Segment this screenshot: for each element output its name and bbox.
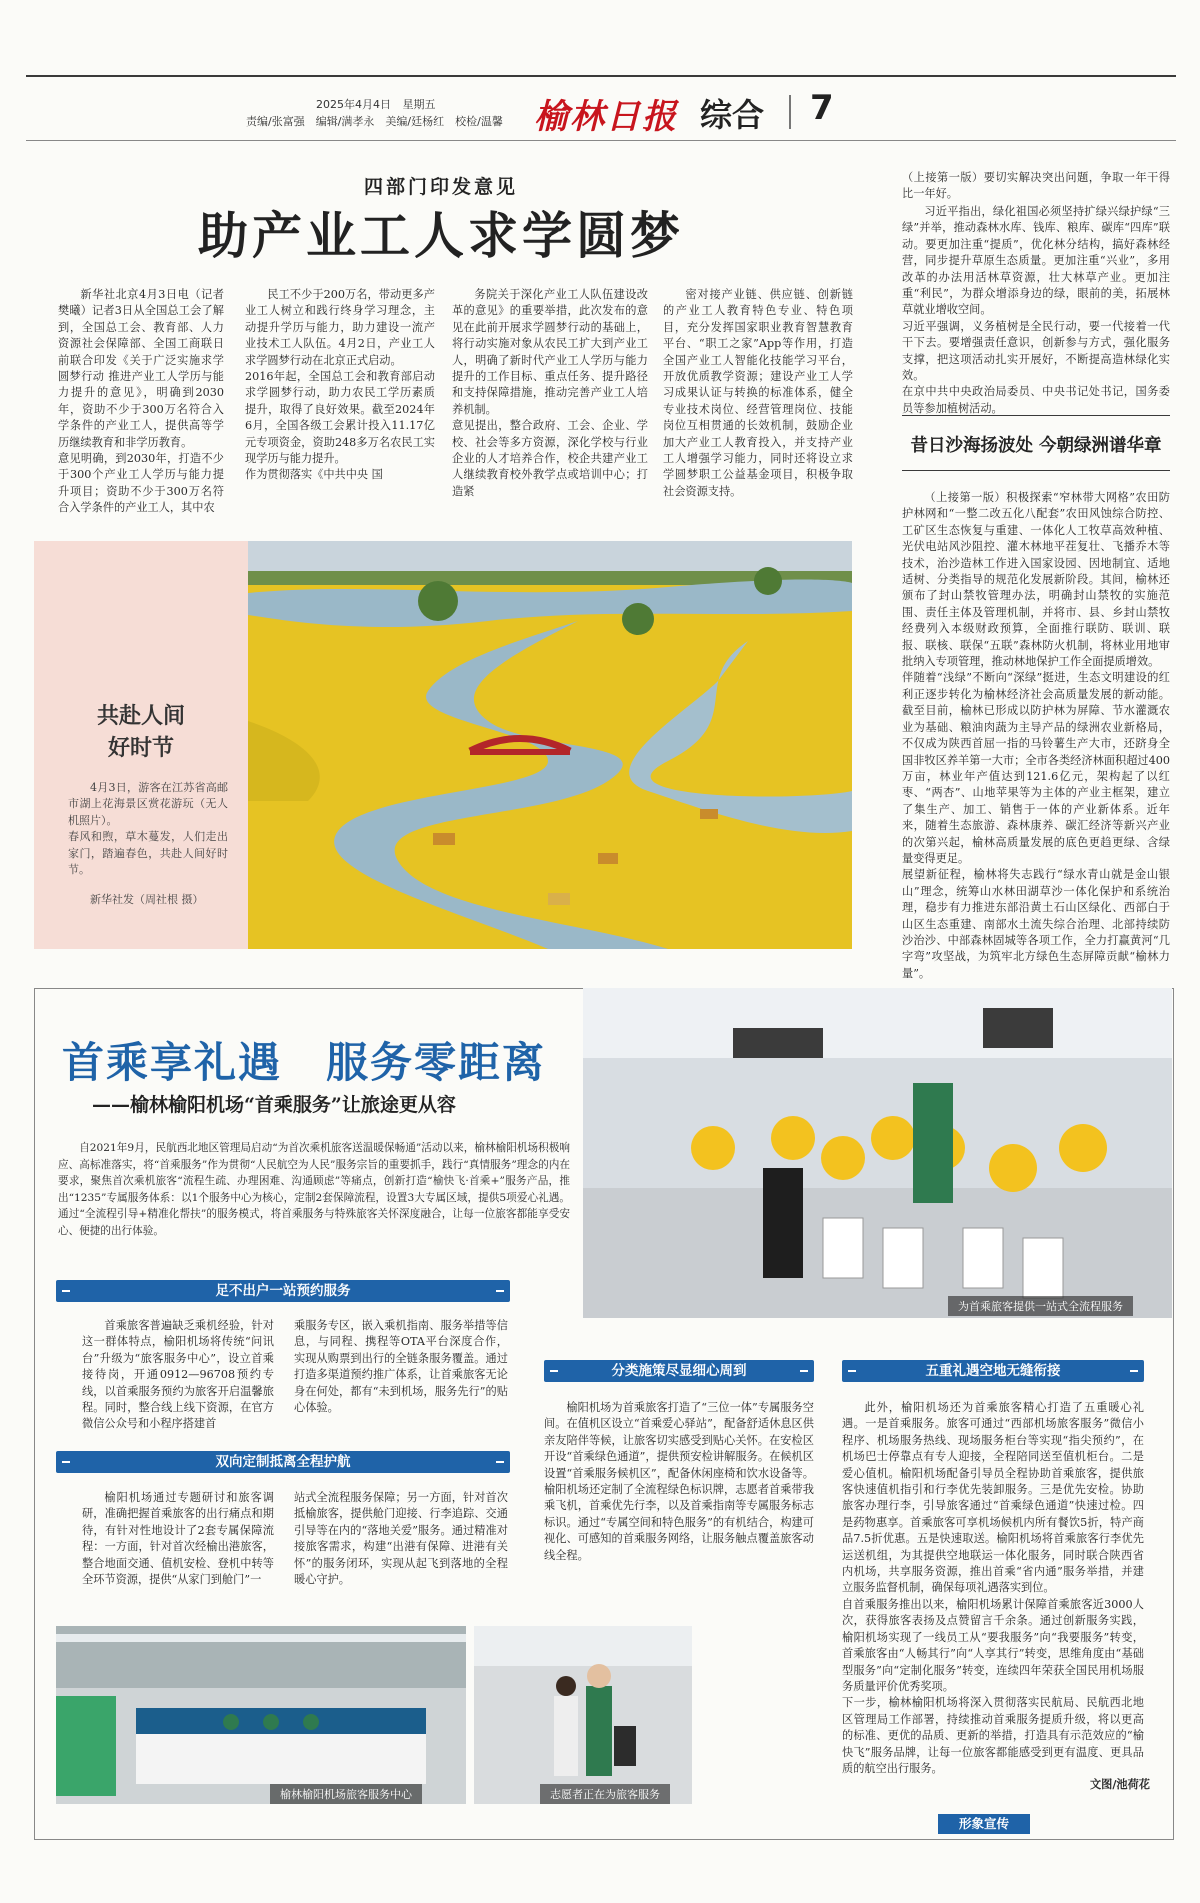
- volunteer-illustration: [474, 1626, 692, 1804]
- photo-feature-credit: 新华社发（周社根 摄）: [90, 893, 204, 906]
- page-number: 7: [810, 88, 834, 128]
- promo-tag: 形象宣传: [938, 1814, 1030, 1834]
- section2-col2: 站式全流程服务保障；另一方面，针对首次抵榆旅客，提供舱门迎接、行李追踪、交通引导等在内的“落地关爱”服务。通过精准对接旅客需求，构建“出港有保障、进港有关怀”的服务闭环，实现从起飞到落地的全程暖心守护。: [294, 1491, 508, 1587]
- rapeseed-flower-photo: [248, 541, 852, 949]
- article1-kicker: 四部门印发意见: [363, 176, 518, 198]
- section1-title: 足不出户一站预约服务: [56, 1280, 510, 1302]
- right-column-body2: （上接第一版）积极探索“窄林带大网格”农田防护林网和“一整二改五化八配套”农田风蚀综合防控、工矿区生态恢复与重建、一体化人工牧草高效种植、光伏电站风沙阻控、灌木林地平茬复壮、飞播乔木等技术，治沙造林工作进入国家设园、因地制宜、适地适树、分类指导的规范化发展新阶段。其间，榆林还颁布了封山禁牧管理办法，明确封山禁牧的实施范围、责任主体及管理机制，并将市、县、乡封山禁牧经费列入本级财政预算，全面推行联防、联训、联报、联核、联保“五联”森林防火机制，将林业用地审批纳入专项管理，推动林地保护工作全面提质增效。 伴随着“浅绿”不断向“深绿”挺进，生态文明建设的红利正逐步转化为榆林经济社会高质量发展的新动能。截至目前，榆林已形成以防护林为屏障、节水灌溉农业为基础、粮油肉蔬为主导产品的绿洲农业新格局，不仅成为陕西首屈一指的马铃薯生产大市，还跻身全国非牧区养羊第一大市；全市各类经济林面积超过400万亩，林业年产值达到121.6亿元，架构起了以红枣、“两杏”、山地苹果等为主体的产业主框架，建立了集生产、加工、销售于一体的产业新体系。近年来，随着生态旅游、森林康养、碳汇经济等新兴产业的次第兴起，榆林高质量发展的底色更趋更绿、含绿量变得更足。 展望新征程，榆林将失志践行“绿水青山就是金山银山”理念，统筹山水林田湖草沙一体化保护和系统治理，稳步有力推进东部沿黄土石山区绿化、西部白于山区生态重建、南部水土流失综合治理、北部持续防沙治沙、中部森林固城等各项工作，全力打赢黄河“几字弯”攻坚战，为筑牢北方绿色生态屏障贡献“榆林力量”。: [902, 491, 1170, 980]
- photo-feature-caption: 4月3日，游客在江苏省高邮市湖上花海景区赏花游玩（无人机照片）。 春风和煦，草木蔓发，人们走出家门，踏遍春色，共赴人间好时节。: [68, 781, 228, 877]
- section3-title: 分类施策尽显细心周到: [544, 1360, 814, 1382]
- service-center-illustration: [56, 1626, 466, 1804]
- right-column-heading: 昔日沙海扬波处 今朝绿洲谱华章: [910, 436, 1162, 456]
- airport-terminal-photo: [583, 988, 1172, 1318]
- main-photo-caption: 为首乘旅客提供一站式全流程服务: [948, 1296, 1133, 1316]
- feature-intro: 自2021年9月，民航西北地区管理局启动“为首次乘机旅客送温暖保畅通”活动以来，榆林榆阳机场积极响应、高标准落实，将“首乘服务”作为贯彻“人民航空为人民”服务宗旨的重要抓手，践行“真情服务”理念的内在要求，聚焦首次乘机旅客“流程生疏、办理困难、沟通顾虑”等痛点，创新打造“榆快飞·首乘+”服务产品，推出“1235”专属服务体系：以1个服务中心为核心，定制2套保障流程，设置3大专属区域，提供5项爱心礼遇。通过“全流程引导+精准化帮扶”的服务模式，将首乘服务与特殊旅客关怀深度融合，让每一位旅客都能享受安心、便捷的出行体验。: [58, 1142, 570, 1237]
- masthead-divider: [789, 95, 791, 129]
- feature-byline: 文图/池荷花: [1089, 1777, 1150, 1791]
- paper-name-logo: 榆林日报: [534, 97, 678, 137]
- article1-col2: 民工不少于200万名，带动更多产业工人树立和践行终身学习理念，主动提升学历与能力，助力建设一流产业技术工人队伍。4月2日，产业工人求学圆梦行动在北京正式启动。 2016年起，全国总工会和教育部启动求学圆梦行动，助力农民工学历素质提升，取得了良好效果。截至2024年6月，全国各级工会累计投入11.17亿元专项资金，资助248多万名农民工实现学历与能力提升。 作为贯彻落实《中共中央 国: [245, 288, 435, 482]
- photo-feature-title-line2: 好时节: [107, 735, 174, 761]
- masthead-date: [316, 96, 436, 112]
- feature-headline: 首乘享礼遇 服务零距离: [62, 1038, 547, 1087]
- article1-col3: 务院关于深化产业工人队伍建设改革的意见》的重要举措，此次发布的意见在此前开展求学圆梦行动的基础上，将行动实施对象从农民工扩大到产业工人，明确了新时代产业工人学历与能力提升的工作目标、重点任务、提升路径和支持保障措施，推动完善产业工人培养机制。 意见提出，整合政府、工会、企业、学校、社会等多方资源，深化学校与行业企业的人才培养合作，校企共建产业工人继续教育校外教学点或培训中心；打造紧: [452, 288, 648, 498]
- section-name: 综合: [700, 96, 765, 134]
- volunteer-photo: [474, 1626, 692, 1804]
- editor-credits: 责编/张富强 编辑/满孝永 美编/廷杨红 校检/温馨: [246, 115, 503, 128]
- service-center-caption: 榆林榆阳机场旅客服务中心: [270, 1784, 422, 1804]
- issue-date: 2025年4月4日: [316, 98, 391, 111]
- section3-text: 榆阳机场为首乘旅客打造了“三位一体”专属服务空间。在值机区设立“首乘爱心驿站”，配备舒适休息区供亲友陪伴等候，让旅客切实感受到贴心关怀。在安检区开设“首乘绿色通道”，提供预安检讲解服务。在候机区设置“首乘服务候机区”，配备休闲座椅和饮水设备等。榆阳机场还定制了全流程绿色标识牌，志愿者首乘带我乘飞机，首乘优先行李，以及首乘指南等专属服务标志标识。通过“专属空间和特色服务”的有机结合，构建可视化、可感知的首乘服务网络，让服务触点覆盖旅客动线全程。: [544, 1401, 814, 1562]
- photo-feature-title: [34, 700, 248, 764]
- service-center-photo: [56, 1626, 466, 1804]
- article1-col4: 密对接产业链、供应链、创新链的产业工人教育特色专业、特色项目，充分发挥国家职业教育智慧教育平台、“职工之家”App等作用，打造全国产业工人智能化技能学习平台，开放优质教学资源；建设产业工人学习成果认证与转换的标准体系，健全专业技术岗位、经营管理岗位、技能岗位互相贯通的长效机制，鼓励企业加大产业工人教育投入，并支持产业工人增强学习能力，同时还将设立求学圆梦职工公益基金项目，积极争取社会资源支持。: [663, 288, 853, 498]
- section4-text: 此外，榆阳机场还为首乘旅客精心打造了五重暖心礼遇。一是首乘服务。旅客可通过“西部机场旅客服务”微信小程序、机场服务热线、现场服务柜台等实现“指尖预约”，在机场巴士停靠点有专人迎接，全程陪同送至值机柜台。二是爱心值机。榆阳机场配备引导员全程协助首乘旅客，提供旅客快速值机指引和行李优先装卸服务。三是优先安检。协助旅客办理行李，引导旅客通过“首乘绿色通道”快速过检。四是药物惠享。首乘旅客可享机场候机内所有餐饮5折，特产商品7.5折优惠。五是快速取送。榆阳机场将首乘旅客行李优先运送机组，为其提供空地联运一体化服务，同时联合陕西省内机场，共享服务资源，推出首乘“省内通”服务举措，并建立服务监督机制，确保每项礼遇落实到位。 自首乘服务推出以来，榆阳机场累计保障首乘旅客近3000人次，获得旅客表扬及点赞留言千余条。通过创新服务实践，榆阳机场实现了一线员工从“要我服务”向“我要服务”转变，首乘旅客由“人畅其行”向“人享其行”转变，思维角度由“基础型服务”向“定制化服务”转变，连续四年荣获全国民用机场服务质量评价优秀奖项。 下一步，榆林榆阳机场将深入贯彻落实民航局、民航西北地区管理局工作部署，持续推动首乘服务提质升级，将以更高的标准、更优的品质、更新的举措，打造具有示范效应的“榆快飞”服务品牌，让每一位旅客都能感受到更有温度、更具品质的航空出行服务。: [842, 1401, 1144, 1775]
- article1-col1: 新华社北京4月3日电（记者 樊曦）记者3日从全国总工会了解到，全国总工会、教育部、人力资源社会保障部、全国工商联日前联合印发《关于广泛实施求学圆梦行动 推进产业工人学历与能力提升的意见》，明确到2030年，资助不少于300万名符合入学条件的产业工人，提供高等学历继续教育和非学历教育。 意见明确，到2030年，打造不少于300个产业工人学历与能力提升项目；资助不少于300万名符合入学条件的产业工人，其中农: [58, 288, 224, 515]
- section4-title: 五重礼遇空地无缝衔接: [842, 1360, 1144, 1382]
- section2-col1: 榆阳机场通过专题研讨和旅客调研，准确把握首乘旅客的出行痛点和期待，有针对性地设计了2套专属保障流程：一方面，针对首次经榆出港旅客，整合地面交通、值机安检、登机中转等全环节资源，提供“从家门到舱门”一: [82, 1491, 274, 1587]
- section1-col2: 乘服务专区，嵌入乘机指南、服务举措等信息，与同程、携程等OTA平台深度合作，实现从购票到出行的全链条服务覆盖。通过打造多渠道预约推广体系，让首乘旅客无论身在何处，都有“未到机场，服务先行”的贴心体验。: [294, 1319, 508, 1415]
- article1-headline: 助产业工人求学圆梦: [198, 207, 684, 265]
- section1-col1: 首乘旅客普遍缺乏乘机经验，针对这一群体特点，榆阳机场将传统“问讯台”升级为“旅客服务中心”，设立首乘接待岗，开通0912—96708预约专线，以首乘服务预约为旅客开启温馨旅程。同时，整合线上线下资源，在官方微信公众号和小程序搭建首: [82, 1319, 274, 1431]
- volunteer-caption: 志愿者正在为旅客服务: [540, 1784, 670, 1804]
- issue-weekday: 星期五: [402, 98, 436, 111]
- rapeseed-river-illustration: [248, 541, 852, 949]
- right-column-body: 习近平指出，绿化祖国必须坚持扩绿兴绿护绿“三绿”并举，推动森林水库、钱库、粮库、碳库“四库”联动。要更加注重“提质”，优化林分结构，搞好森林经营，同步提升草原生态质量。更加注重“兴业”，多用改革的办法用活林草资源，壮大林草产业。更加注重“利民”，为群众增添身边的绿，眼前的美，拓展林草就业增收空间。 习近平强调，义务植树是全民行动，要一代接着一代干下去。要增强责任意识，创新参与方式，强化服务支撑，把这项活动扎实开展好，不断提高造林绿化实效。 在京中共中央政治局委员、中央书记处书记，国务委员等参加植树活动。: [902, 205, 1170, 415]
- section2-title: 双向定制抵离全程护航: [56, 1451, 510, 1473]
- feature-subheadline: ——榆林榆阳机场“首乘服务”让旅途更从容: [92, 1094, 456, 1116]
- passengers-illustration: [583, 988, 1172, 1318]
- photo-feature-title-line1: 共赴人间: [96, 703, 185, 729]
- right-lead-continuation: （上接第一版）要切实解决突出问题，争取一年干得比一年好。: [902, 171, 1170, 201]
